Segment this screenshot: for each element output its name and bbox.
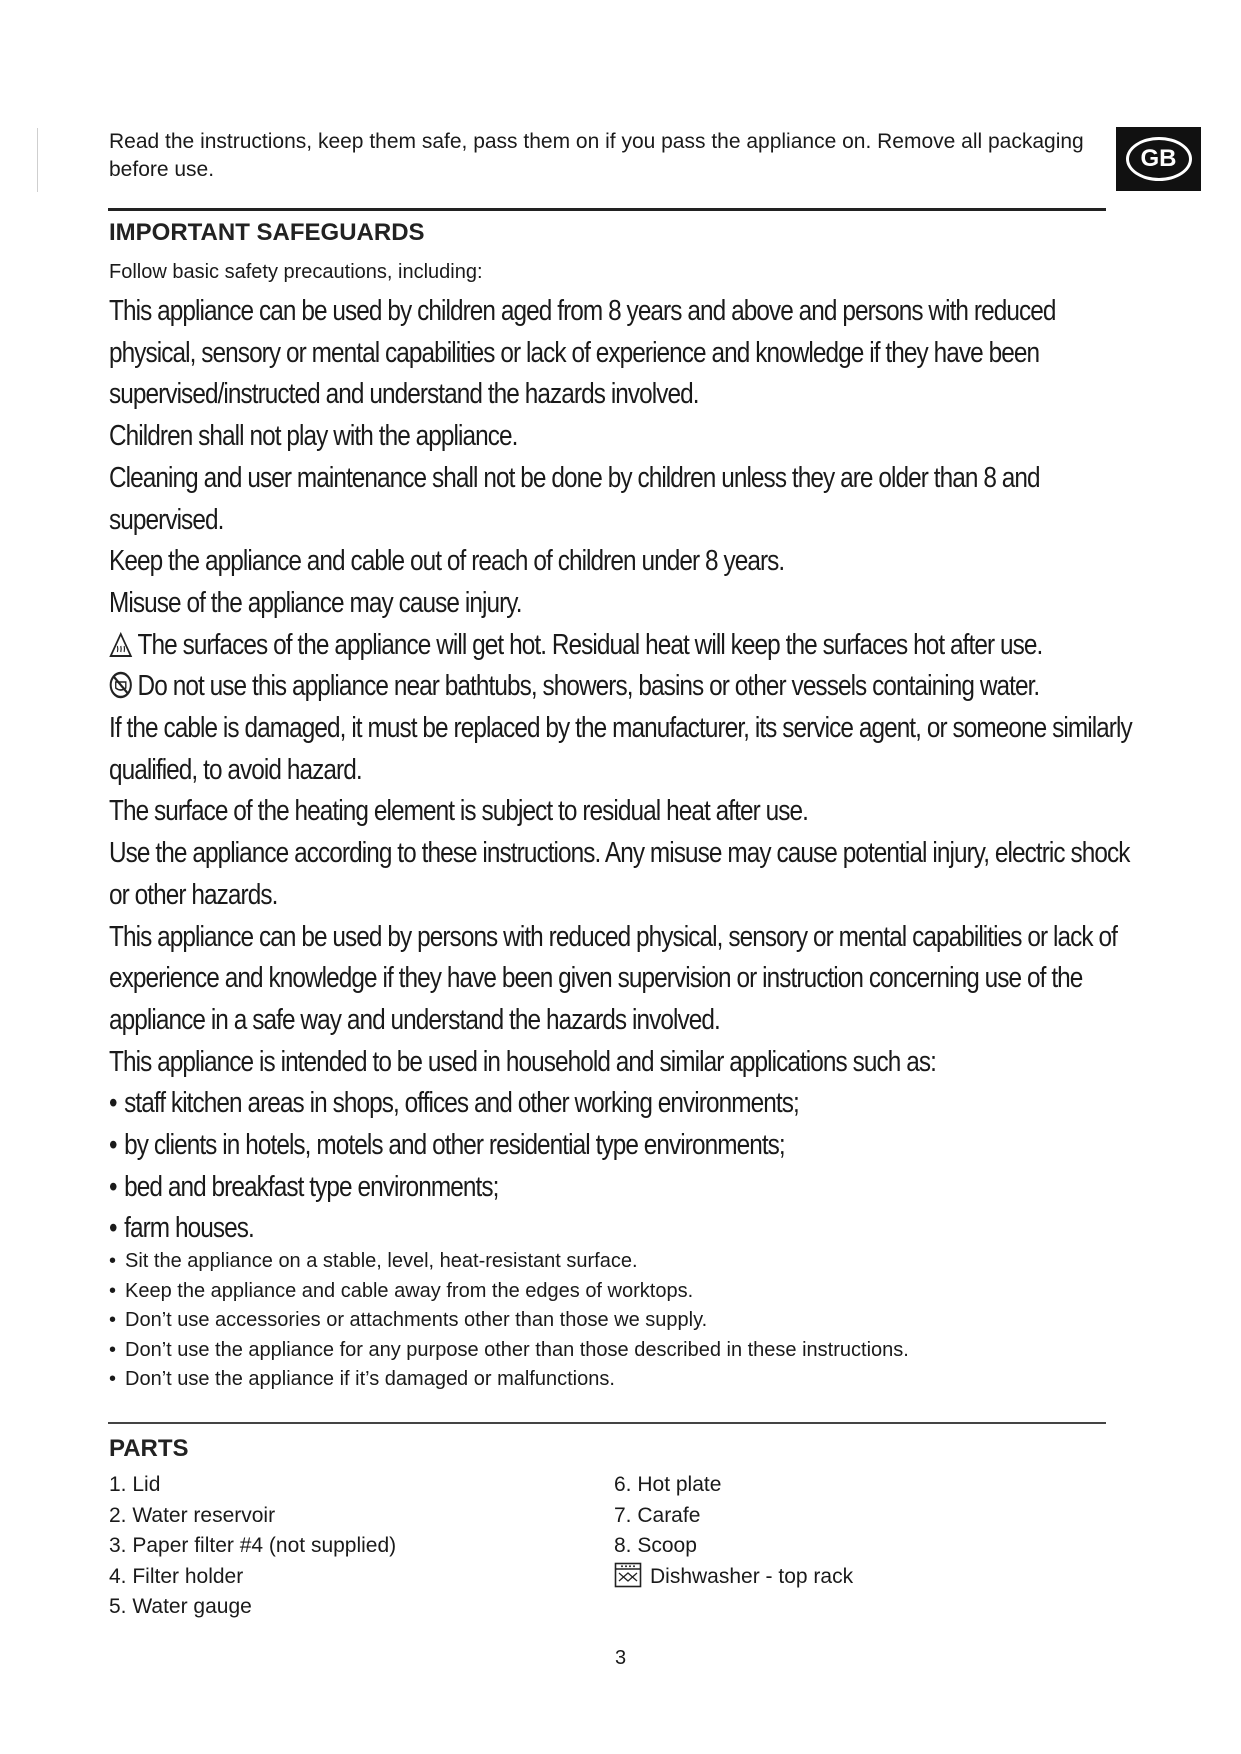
bullet: •: [109, 1212, 117, 1245]
margin-mark: [37, 128, 38, 192]
parts-list-right: [614, 1470, 853, 1592]
part-item: 1. Lid: [109, 1473, 161, 1496]
part-item: 8. Scoop: [614, 1534, 697, 1557]
dishwasher-note-text: Dishwasher - top rack: [650, 1564, 854, 1588]
part-item: 3. Paper filter #4 (not supplied): [109, 1534, 397, 1557]
general-list-item-text: Keep the appliance and cable away from the edges of worktops.: [125, 1279, 694, 1302]
bullet: •: [109, 1250, 117, 1272]
section-divider: [108, 208, 1106, 211]
general-list-item: [109, 1306, 909, 1336]
general-list-item-text: Don’t use the appliance if it’s damaged or malfunctions.: [125, 1368, 615, 1391]
bullet: •: [109, 1129, 117, 1162]
safeguard-item: Cleaning and user maintenance shall not be done by children unless they are older than 8 and supervised.: [109, 461, 1040, 536]
safeguard-item-text: The surfaces of the appliance will get hot. Residual heat will keep the surfaces hot after use.: [137, 628, 1043, 661]
safeguard-item: Misuse of the appliance may cause injury.: [109, 586, 522, 619]
usage-list-item-text: bed and breakfast type environments;: [124, 1170, 499, 1203]
usage-list-item: [109, 1083, 1138, 1125]
part-item: 7. Carafe: [614, 1503, 701, 1527]
dishwasher-icon: [614, 1562, 642, 1588]
bullet: •: [109, 1170, 117, 1203]
safeguard-item-text: Do not use this appliance near bathtubs, showers, basins or other vessels containing water.: [137, 670, 1040, 703]
language-badge-label: GB: [1126, 137, 1192, 181]
safeguard-item: This appliance can be used by children aged from 8 years and above and persons with reduced physical, sensory or mental capabilities or lack of experience and knowledge if they have been supervised/instructed and understand the hazards involved.: [109, 295, 1056, 411]
part-item: 6. Hot plate: [614, 1473, 722, 1496]
parts-list-left: [109, 1470, 396, 1623]
bullet: •: [109, 1338, 117, 1361]
safeguard-item: Use the appliance according to these instructions. Any misuse may cause potential injury, electric shock or other hazards.: [109, 837, 1130, 911]
dishwasher-note: [614, 1562, 853, 1593]
no-water-icon: [109, 671, 133, 699]
usage-list-item-text: farm houses.: [124, 1212, 254, 1245]
safeguard-item-hot-surface: [109, 625, 1138, 667]
safeguard-item: Keep the appliance and cable out of reach of children under 8 years.: [109, 545, 785, 578]
safeguards-list: [109, 291, 1132, 1250]
usage-list-item-text: staff kitchen areas in shops, offices and other working environments;: [124, 1087, 799, 1120]
part-item: 2. Water reservoir: [109, 1503, 276, 1527]
usage-list-item-text: by clients in hotels, motels and other residential type environments;: [124, 1129, 785, 1162]
page-number: 3: [614, 1647, 627, 1669]
part-item: 4. Filter holder: [109, 1564, 244, 1588]
intro-text: Read the instructions, keep them safe, pass them on if you pass the appliance on. Remove all packaging before use.: [109, 130, 1084, 181]
usage-list-item: [109, 1208, 1138, 1250]
general-list-item-text: Don’t use the appliance for any purpose other than those described in these instructions.: [125, 1338, 909, 1361]
hot-surface-warning-icon: [109, 632, 133, 658]
general-list-item: [109, 1365, 909, 1395]
bullet: •: [109, 1087, 117, 1120]
safeguards-heading: IMPORTANT SAFEGUARDS: [109, 219, 425, 246]
safeguard-item: The surface of the heating element is subject to residual heat after use.: [109, 795, 808, 828]
usage-list-item: [109, 1167, 1138, 1209]
parts-heading: PARTS: [109, 1435, 189, 1462]
bullet: •: [109, 1309, 117, 1332]
general-safety-list: [109, 1247, 909, 1395]
safeguard-item: This appliance is intended to be used in household and similar applications such as:: [109, 1045, 936, 1078]
general-list-item: [109, 1336, 909, 1366]
section-divider: [108, 1422, 1106, 1424]
bullet: •: [109, 1279, 117, 1302]
general-list-item: [109, 1277, 909, 1307]
safeguard-item: If the cable is damaged, it must be replaced by the manufacturer, its service agent, or someone similarly qualified, to avoid hazard.: [109, 712, 1132, 786]
safeguards-subtitle: Follow basic safety precautions, including:: [109, 261, 483, 283]
safeguard-item: This appliance can be used by persons with reduced physical, sensory or mental capabilities or lack of experience and knowledge if they have been given supervision or instruction concerning use of the appliance in a safe way and understand the hazards involved.: [109, 920, 1117, 1036]
general-list-item-text: Don’t use accessories or attachments other than those we supply.: [125, 1309, 708, 1332]
general-list-item-text: Sit the appliance on a stable, level, heat-resistant surface.: [125, 1250, 638, 1272]
safeguard-item: Children shall not play with the appliance.: [109, 420, 518, 453]
bullet: •: [109, 1368, 117, 1391]
usage-list-item: [109, 1125, 1138, 1167]
safeguard-item-no-water: [109, 666, 1138, 708]
part-item: 5. Water gauge: [109, 1595, 252, 1618]
general-list-item: [109, 1247, 909, 1277]
language-badge: [1116, 127, 1201, 191]
